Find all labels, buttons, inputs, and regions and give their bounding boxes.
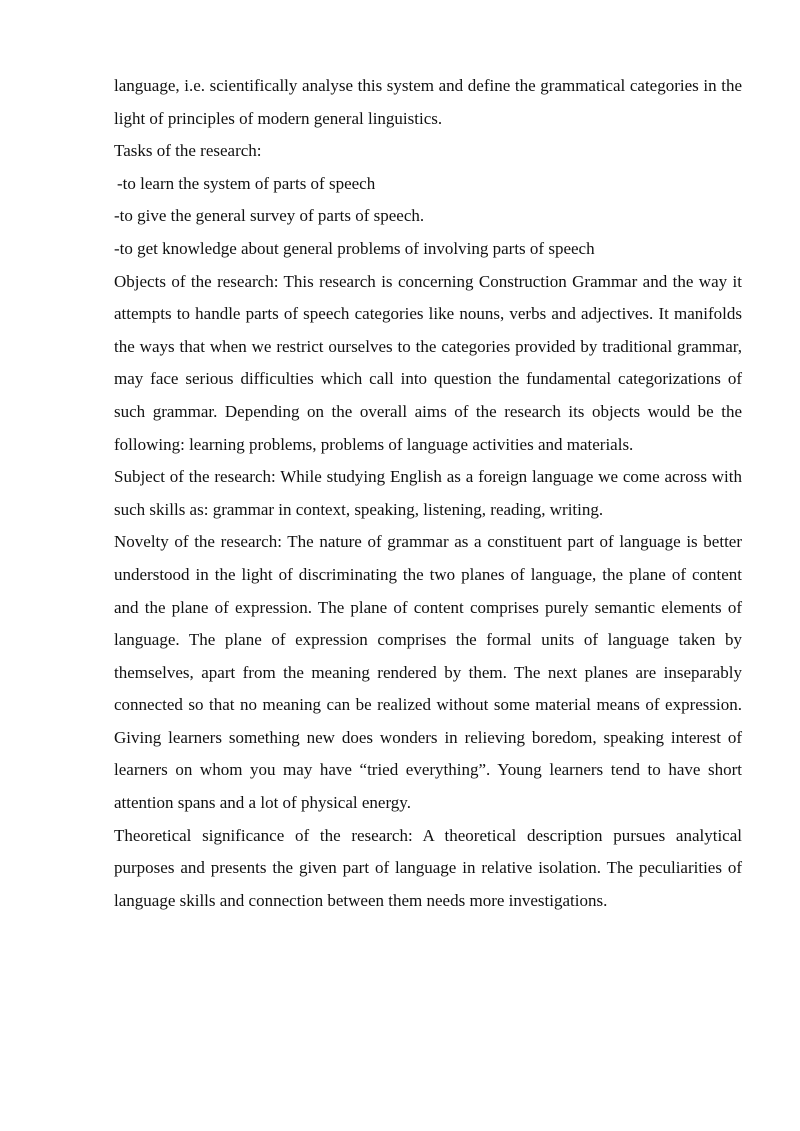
paragraph-novelty: Novelty of the research: The nature of grammar as a constituent part of language is better understood in the light of discriminating the two planes of language, the plane of content and the plane of expression. The plane of content comprises purely semantic elements of language. The plane of expression comprises the formal units of language taken by themselves, apart from the meaning rendered by them. The next planes are inseparably connected so that no meaning can be realized without some material means of expression. Giving learners something new does wonders in relieving boredom, speaking interest of learners on whom you may have “tried everything”. Young learners tend to have short attention spans and a lot of physical energy. (114, 532, 742, 813)
paragraph-objects: Objects of the research: This research is concerning Construction Grammar and the way it attempts to handle parts of speech categories like nouns, verbs and adjectives. It manifolds the ways that when we restrict ourselves to the categories provided by traditional grammar, may face serious difficulties which call into question the fundamental categorizations of such grammar. Depending on the overall aims of the research its objects would be the following: learning problems, problems of language activities and materials. (114, 271, 742, 454)
task-item: -to give the general survey of parts of speech. (114, 206, 425, 226)
task-item: -to learn the system of parts of speech (117, 173, 376, 193)
document-page (114, 70, 742, 917)
task-item: -to get knowledge about general problems of involving parts of speech (114, 238, 595, 258)
paragraph-subject: Subject of the research: While studying English as a foreign language we come across with such skills as: grammar in context, speaking, listening, reading, writing. (114, 467, 742, 519)
tasks-heading: Tasks of the research: (114, 141, 262, 161)
paragraph-theoretical-significance: Theoretical significance of the research: A theoretical description pursues analytical purposes and presents the given part of language in relative isolation. The peculiarities of language skills and connection between them needs more investigations. (114, 825, 742, 910)
paragraph-intro: language, i.e. scientifically analyse this system and define the grammatical categories in the light of principles of modern general linguistics. (114, 76, 742, 128)
